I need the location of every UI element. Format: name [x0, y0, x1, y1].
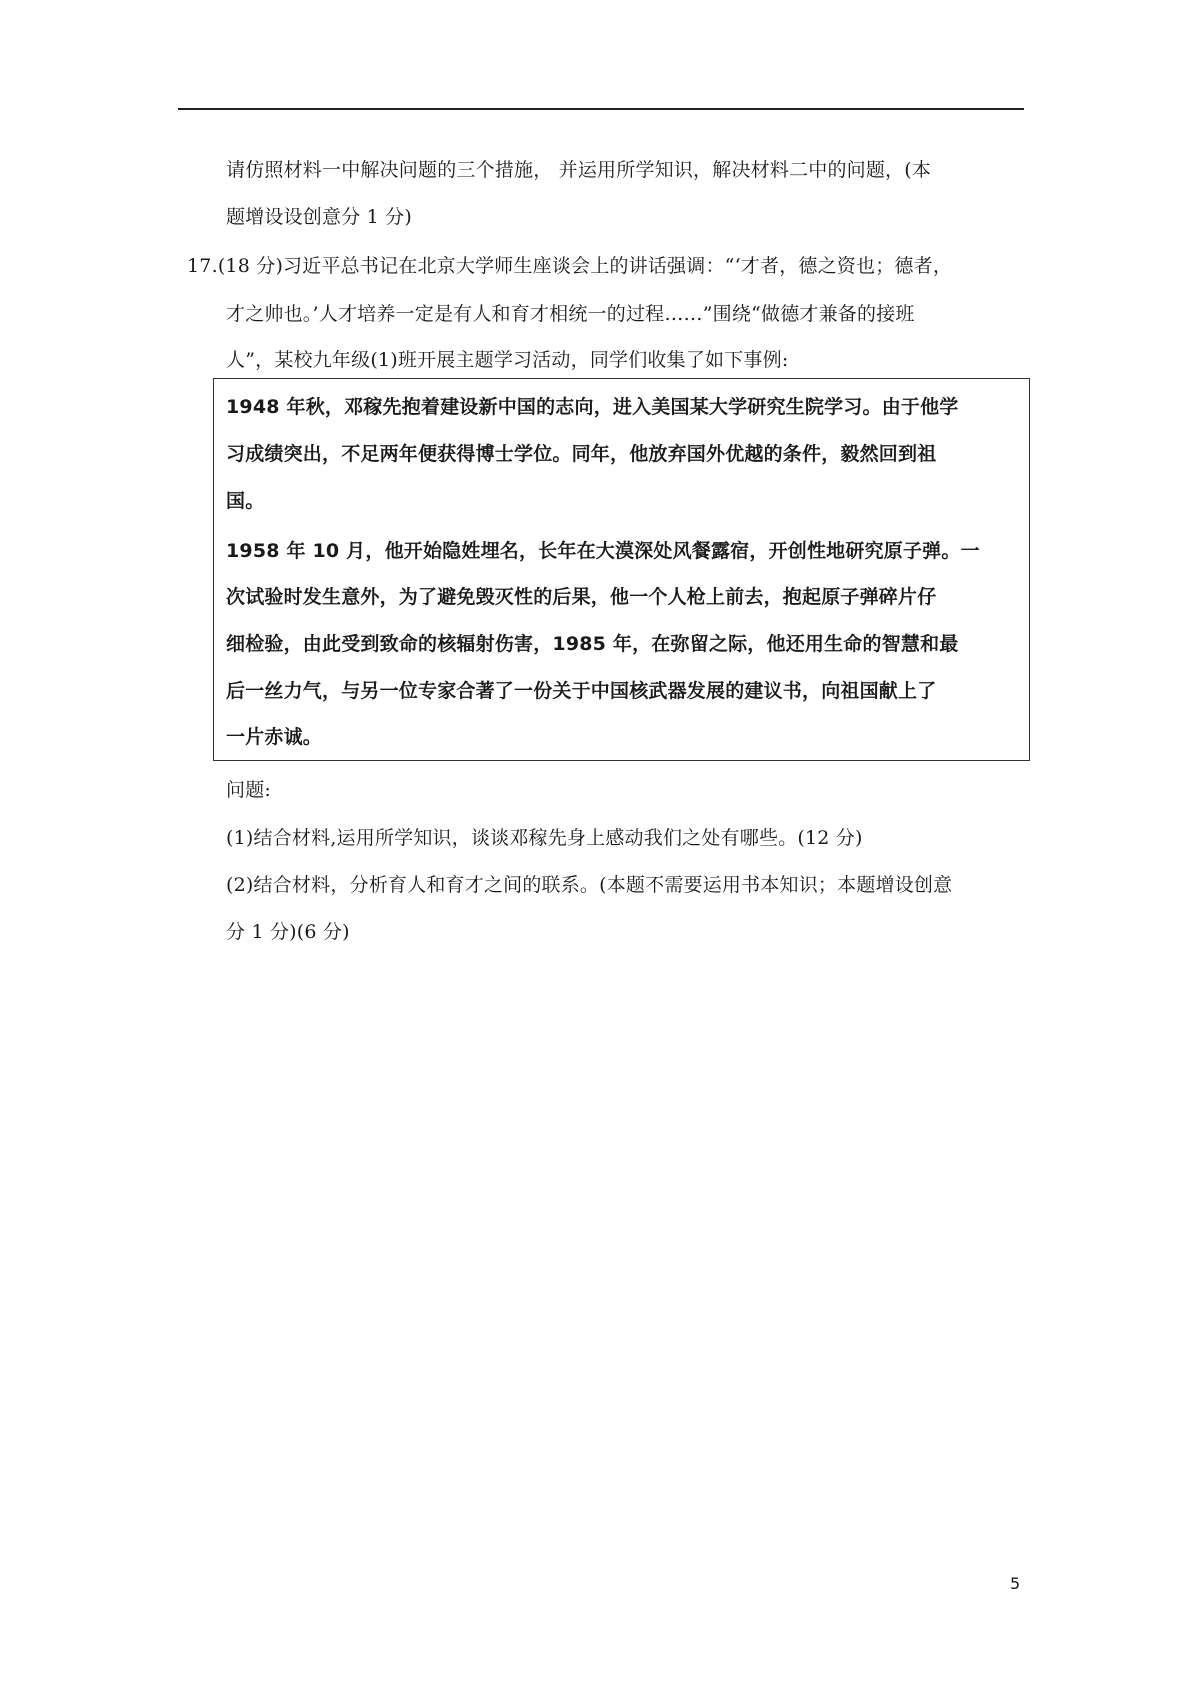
material-line: 细检验，由此受到致命的核辐射伤害，1985 年，在弥留之际，他还用生命的智慧和最 [226, 633, 959, 655]
question-17-stem-line-3: 人”，某校九年级(1)班开展主题学习活动，同学们收集了如下事例: [226, 349, 789, 371]
material-line: 一片赤诚。 [226, 726, 323, 748]
questions-heading: 问题: [226, 779, 272, 801]
question-1: (1)结合材料,运用所学知识，谈谈邓稼先身上感动我们之处有哪些。(12 分) [226, 827, 863, 849]
intro-line-1: 请仿照材料一中解决问题的三个措施， 并运用所学知识，解决材料二中的问题，(本 [226, 159, 932, 181]
question-2-line-1: (2)结合材料，分析育人和育才之间的联系。(本题不需要运用书本知识；本题增设创意 [226, 874, 953, 896]
header-rule [178, 108, 1024, 110]
question-17-stem-line-1: 17.(18 分)习近平总书记在北京大学师生座谈会上的讲话强调：“‘才者，德之资也；德者， [187, 255, 953, 277]
material-line: 1948 年秋，邓稼先抱着建设新中国的志向，进入美国某大学研究生院学习。由于他学 [226, 396, 959, 418]
material-line: 后一丝力气，与另一位专家合著了一份关于中国核武器发展的建议书，向祖国献上了 [226, 680, 937, 702]
material-box [213, 378, 1030, 761]
intro-line-2: 题增设设创意分 1 分) [226, 206, 412, 228]
material-line: 1958 年 10 月，他开始隐姓埋名，长年在大漠深处风餐露宿，开创性地研究原子弹。一 [226, 540, 980, 562]
question-2-line-2: 分 1 分)(6 分) [226, 921, 350, 943]
question-17-stem-line-2: 才之帅也。’人才培养一定是有人和育才相统一的过程……”围绕“做德才兼备的接班 [226, 303, 915, 325]
material-line: 次试验时发生意外，为了避免毁灭性的后果，他一个人枪上前去，抱起原子弹碎片仔 [226, 586, 937, 608]
material-line: 国。 [226, 490, 265, 512]
page-number: 5 [1010, 1574, 1021, 1593]
material-line: 习成绩突出，不足两年便获得博士学位。同年，他放弃国外优越的条件，毅然回到祖 [226, 443, 937, 465]
